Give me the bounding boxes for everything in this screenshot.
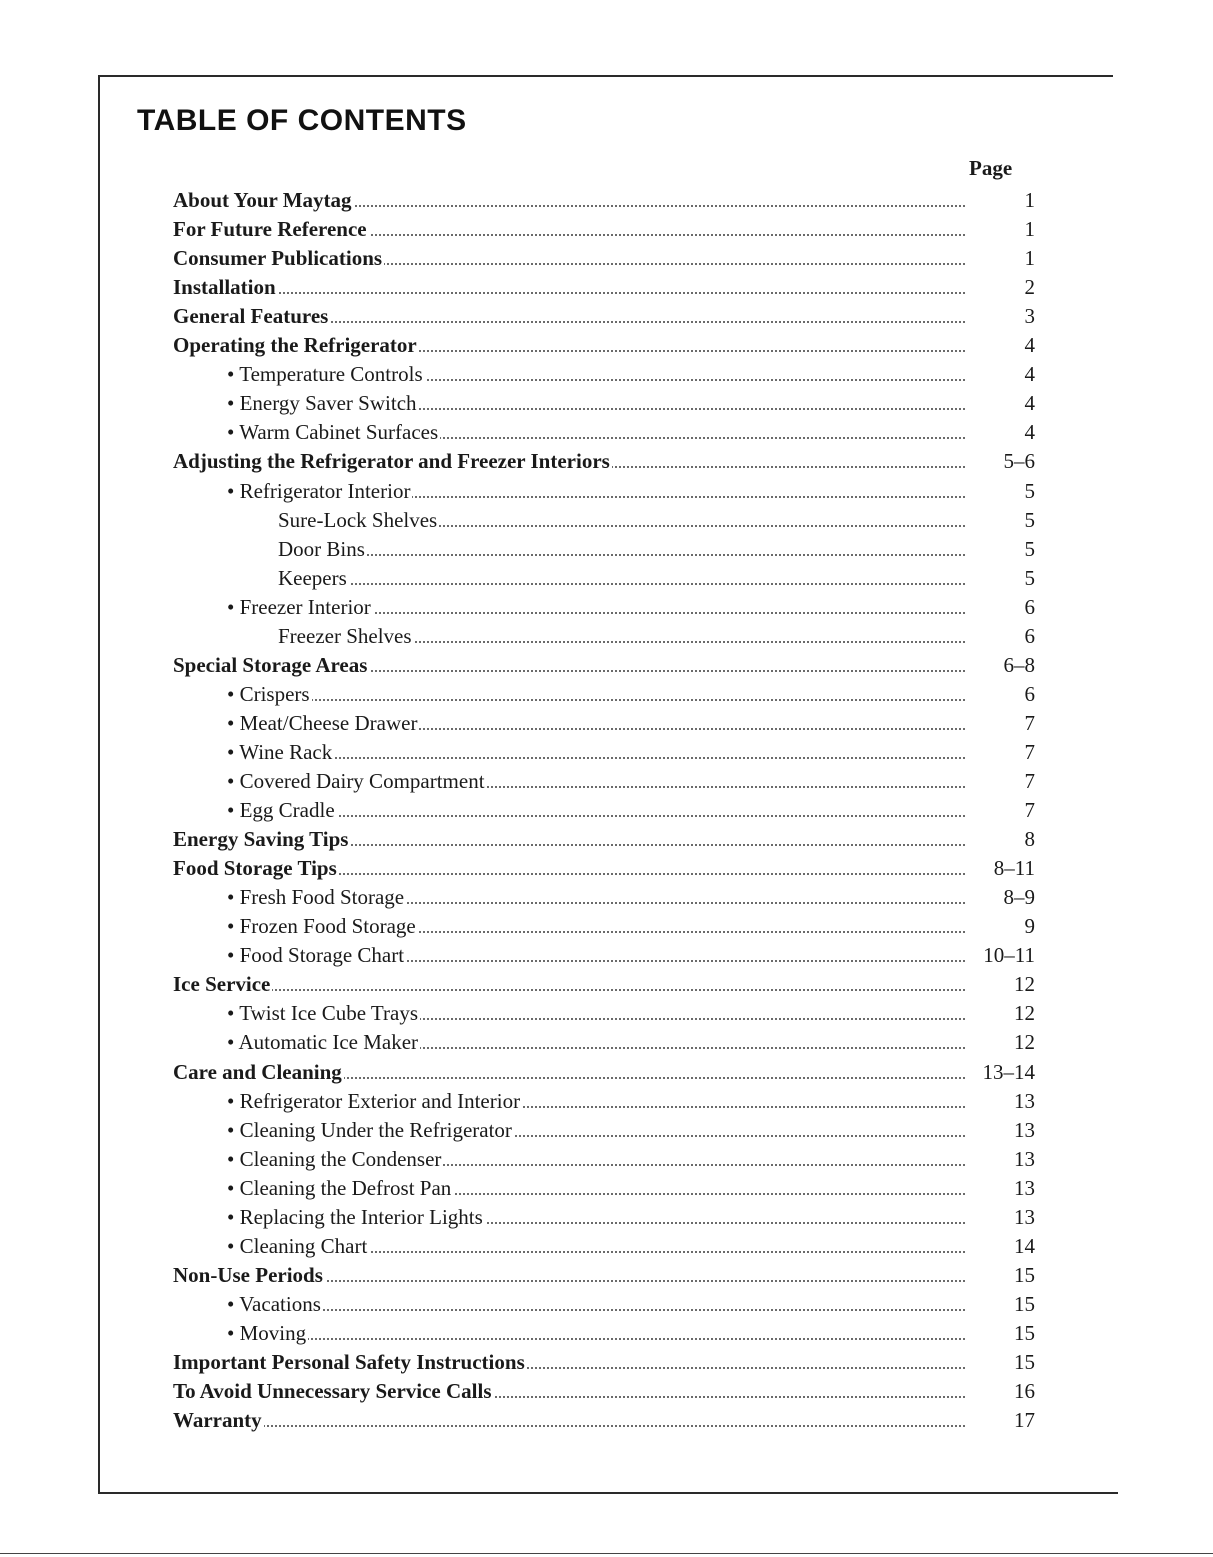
toc-entry-text: Special Storage Areas <box>173 652 368 677</box>
toc-entry <box>0 825 1213 854</box>
toc-entry-label <box>227 1087 1027 1116</box>
toc-entry-text: • Meat/Cheese Drawer <box>227 710 418 735</box>
toc-entry-label <box>227 1232 1027 1261</box>
toc-entry-page: 12 <box>1014 1001 1035 1026</box>
toc-entry-page: 5 <box>1024 507 1035 532</box>
toc-entry-label <box>278 622 1078 651</box>
toc-entry <box>0 389 1213 418</box>
toc-entry-text: Important Personal Safety Instructions <box>173 1350 525 1374</box>
toc-entry-label <box>227 1203 1027 1232</box>
toc-entry-text: • Freezer Interior <box>227 594 371 619</box>
dot-leader <box>175 1425 965 1427</box>
toc-entry-label <box>278 564 1078 593</box>
toc-entry-text: To Avoid Unnecessary Service Calls <box>173 1379 492 1404</box>
toc-entry-label <box>227 477 1027 506</box>
toc-entry <box>0 273 1213 302</box>
toc-entry-page: 13 <box>1014 1146 1035 1171</box>
toc-entry-page: 3 <box>1024 304 1035 329</box>
toc-entry-label <box>227 941 1027 970</box>
toc-entry-page: 4 <box>1024 333 1035 358</box>
toc-entry-label <box>227 389 1027 418</box>
toc-entry-label <box>278 506 1078 535</box>
dot-leader <box>280 554 965 556</box>
toc-entry-page: 6 <box>1024 623 1035 648</box>
toc-entry-label <box>227 796 1027 825</box>
toc-entry-text: • Twist Ice Cube Trays <box>227 1001 418 1026</box>
toc-entry-label <box>227 999 1027 1028</box>
toc-entry-page: 12 <box>1014 972 1035 997</box>
toc-entry <box>0 941 1213 970</box>
toc-entry-page: 4 <box>1024 391 1035 416</box>
toc-entry <box>0 360 1213 389</box>
toc-entry-label <box>227 1174 1027 1203</box>
toc-entry-label <box>173 447 973 476</box>
toc-entry-label <box>173 825 973 854</box>
toc-entry-text: • Vacations <box>227 1291 321 1316</box>
dot-leader <box>230 1309 965 1311</box>
toc-entry-label <box>227 418 1027 447</box>
page-column-header: Page <box>969 156 1013 180</box>
toc-entry-page: 13 <box>1014 1117 1035 1142</box>
toc-entry-page: 5 <box>1024 536 1035 561</box>
toc-entry <box>0 506 1213 535</box>
dot-leader <box>230 699 965 701</box>
toc-entry <box>0 244 1213 273</box>
toc-entry-text: • Refrigerator Exterior and Interior <box>227 1088 521 1113</box>
toc-entry-page: 5 <box>1024 478 1035 503</box>
toc-entry-text: Non-Use Periods <box>173 1262 323 1287</box>
toc-entry-text: Keepers <box>278 565 347 590</box>
toc-entry-page: 14 <box>1014 1233 1035 1258</box>
toc-entry-text: Operating the Refrigerator <box>173 333 417 358</box>
toc-entry <box>0 535 1213 564</box>
toc-entry-text: Adjusting the Refrigerator and Freezer Interiors <box>173 449 610 474</box>
toc-entry-page: 4 <box>1024 420 1035 445</box>
toc-entry-text: • Replacing the Interior Lights <box>227 1204 483 1229</box>
toc-entry-page: 15 <box>1014 1262 1035 1287</box>
toc-entry-text: Care and Cleaning <box>173 1059 342 1084</box>
toc-entry <box>0 912 1213 941</box>
toc-entry <box>0 622 1213 651</box>
toc-entry-page: 15 <box>1014 1350 1035 1374</box>
toc-entry-label <box>227 912 1027 941</box>
toc-entry-text: • Refrigerator Interior <box>227 478 411 503</box>
toc-entry <box>0 1028 1213 1057</box>
toc-entry <box>0 1377 1213 1406</box>
toc-entry <box>0 1348 1213 1377</box>
bottom-border-rule <box>98 1492 1118 1494</box>
toc-entry-text: • Egg Cradle <box>227 798 335 823</box>
toc-entry-text: • Wine Rack <box>227 739 333 764</box>
toc-entry-label <box>278 535 1078 564</box>
toc-entry-label <box>227 1319 1027 1348</box>
toc-entry <box>0 593 1213 622</box>
toc-entry-text: About Your Maytag <box>173 188 352 212</box>
toc-entry-label <box>227 1028 1027 1057</box>
toc-entry <box>0 883 1213 912</box>
toc-entry <box>0 709 1213 738</box>
toc-entry <box>0 186 1213 215</box>
toc-entry-text: • Cleaning the Defrost Pan <box>227 1175 452 1200</box>
toc-entry <box>0 1232 1213 1261</box>
toc-entry <box>0 1406 1213 1435</box>
toc-entry-label <box>173 302 973 331</box>
toc-entry-page: 1 <box>1024 217 1035 242</box>
toc-entry <box>0 564 1213 593</box>
toc-entry-label <box>227 738 1027 767</box>
toc-entry-page: 13 <box>1014 1204 1035 1229</box>
toc-entry-text: • Crispers <box>227 681 310 706</box>
toc-entry <box>0 1145 1213 1174</box>
toc-entry-text: Sure-Lock Shelves <box>278 507 438 532</box>
toc-entry <box>0 1261 1213 1290</box>
toc-entry <box>0 1116 1213 1145</box>
toc-entry-text: • Automatic Ice Maker <box>227 1030 419 1055</box>
toc-entry-text: Freezer Shelves <box>278 623 412 648</box>
toc-entry <box>0 215 1213 244</box>
toc-entry-label <box>227 1290 1027 1319</box>
dot-leader <box>280 583 965 585</box>
toc-entry-text: Door Bins <box>278 536 365 561</box>
toc-entry-label <box>173 854 973 883</box>
toc-entry-page: 5–6 <box>1003 449 1035 474</box>
toc-entry <box>0 418 1213 447</box>
toc-entry <box>0 854 1213 883</box>
toc-entry <box>0 738 1213 767</box>
toc-entry-text: • Cleaning the Condenser <box>227 1146 442 1171</box>
dot-leader <box>175 989 965 991</box>
toc-entry-page: 12 <box>1014 1030 1035 1055</box>
toc-entry-label <box>227 593 1027 622</box>
toc-entry <box>0 767 1213 796</box>
toc-entry-label <box>173 273 973 302</box>
toc-entry <box>0 1058 1213 1087</box>
toc-entry-label <box>227 1116 1027 1145</box>
toc-entry-page: 13–14 <box>982 1059 1035 1084</box>
toc-entry-label <box>173 1348 973 1377</box>
toc-entry-label <box>173 970 973 999</box>
toc-entry-page: 7 <box>1024 798 1035 823</box>
toc-entry-page: 15 <box>1014 1291 1035 1316</box>
toc-entry-label <box>227 767 1027 796</box>
toc-entry-text: • Energy Saver Switch <box>227 391 417 416</box>
toc-entry-label <box>173 1058 973 1087</box>
top-border-rule <box>98 75 1113 77</box>
toc-entry <box>0 477 1213 506</box>
toc-entry <box>0 1087 1213 1116</box>
toc-entry-label <box>227 1145 1027 1174</box>
toc-entry-text: Consumer Publications <box>173 246 383 271</box>
toc-entry-page: 7 <box>1024 739 1035 764</box>
page-foot-rule <box>0 1553 1213 1554</box>
toc-entry-label <box>173 1406 973 1435</box>
toc-entry <box>0 796 1213 825</box>
dot-leader <box>230 757 965 759</box>
toc-entry <box>0 1319 1213 1348</box>
toc-entry-text: • Warm Cabinet Surfaces <box>227 420 439 445</box>
toc-entry-text: Ice Service <box>173 972 271 997</box>
toc-entry-label <box>227 360 1027 389</box>
toc-entry-page: 7 <box>1024 769 1035 793</box>
toc-entry-page: 8–11 <box>993 856 1035 881</box>
toc-entry-text: • Fresh Food Storage <box>227 885 405 910</box>
toc-entry-page: 6 <box>1024 681 1035 706</box>
toc-entry-page: 1 <box>1024 246 1035 271</box>
toc-entry <box>0 331 1213 360</box>
page-title: TABLE OF CONTENTS <box>137 104 467 137</box>
toc-entry-text: • Moving <box>227 1320 307 1345</box>
toc-entry <box>0 1290 1213 1319</box>
toc-entry <box>0 1203 1213 1232</box>
toc-entry-page: 16 <box>1014 1379 1035 1404</box>
toc-entry-page: 2 <box>1024 275 1035 300</box>
toc-entry-page: 15 <box>1014 1320 1035 1345</box>
toc-entry-label <box>173 651 973 680</box>
toc-entry-text: • Food Storage Chart <box>227 943 405 968</box>
toc-entry-text: • Temperature Controls <box>227 362 423 387</box>
toc-entry-page: 8 <box>1024 827 1035 852</box>
dot-leader <box>175 292 965 294</box>
toc-entry-page: 1 <box>1024 188 1035 212</box>
toc-entry-label <box>227 883 1027 912</box>
toc-entry-label <box>173 244 973 273</box>
toc-entry <box>0 680 1213 709</box>
toc-entry <box>0 970 1213 999</box>
toc-entry-label <box>173 186 973 215</box>
toc-entry-page: 8–9 <box>1003 885 1035 910</box>
toc-entry-page: 13 <box>1014 1175 1035 1200</box>
toc-entry-text: Energy Saving Tips <box>173 827 349 852</box>
toc-entry <box>0 1174 1213 1203</box>
toc-entry-text: Installation <box>173 275 276 300</box>
toc-entry-text: General Features <box>173 304 329 329</box>
toc-entry-text: For Future Reference <box>173 217 367 242</box>
toc-entry-label <box>227 680 1027 709</box>
toc-entry-page: 6–8 <box>1003 652 1035 677</box>
toc-entry-page: 17 <box>1014 1408 1035 1433</box>
toc-entry-page: 4 <box>1024 362 1035 387</box>
toc-entry-text: • Cleaning Chart <box>227 1233 368 1258</box>
toc-entry-text: Food Storage Tips <box>173 856 337 881</box>
toc-entry <box>0 302 1213 331</box>
toc-entry-label <box>173 1261 973 1290</box>
dot-leader <box>230 1338 965 1340</box>
toc-entry-page: 5 <box>1024 565 1035 590</box>
toc-entry-page: 10–11 <box>983 943 1035 968</box>
toc-entry-page: 6 <box>1024 594 1035 619</box>
toc-entry-label <box>173 1377 973 1406</box>
toc-entry-text: Warranty <box>173 1408 262 1433</box>
toc-entry-label <box>173 215 973 244</box>
dot-leader <box>230 815 965 817</box>
toc-entry <box>0 447 1213 476</box>
toc-entry-label <box>173 331 973 360</box>
toc-entry-page: 13 <box>1014 1088 1035 1113</box>
toc-entry-page: 9 <box>1024 914 1035 939</box>
toc-entry-page: 7 <box>1024 710 1035 735</box>
toc-entry-text: • Frozen Food Storage <box>227 914 416 939</box>
toc-entry-text: • Covered Dairy Compartment <box>227 769 485 793</box>
toc-entry-label <box>227 709 1027 738</box>
toc-entry <box>0 651 1213 680</box>
toc-entry <box>0 999 1213 1028</box>
toc-entry-text: • Cleaning Under the Refrigerator <box>227 1117 512 1142</box>
